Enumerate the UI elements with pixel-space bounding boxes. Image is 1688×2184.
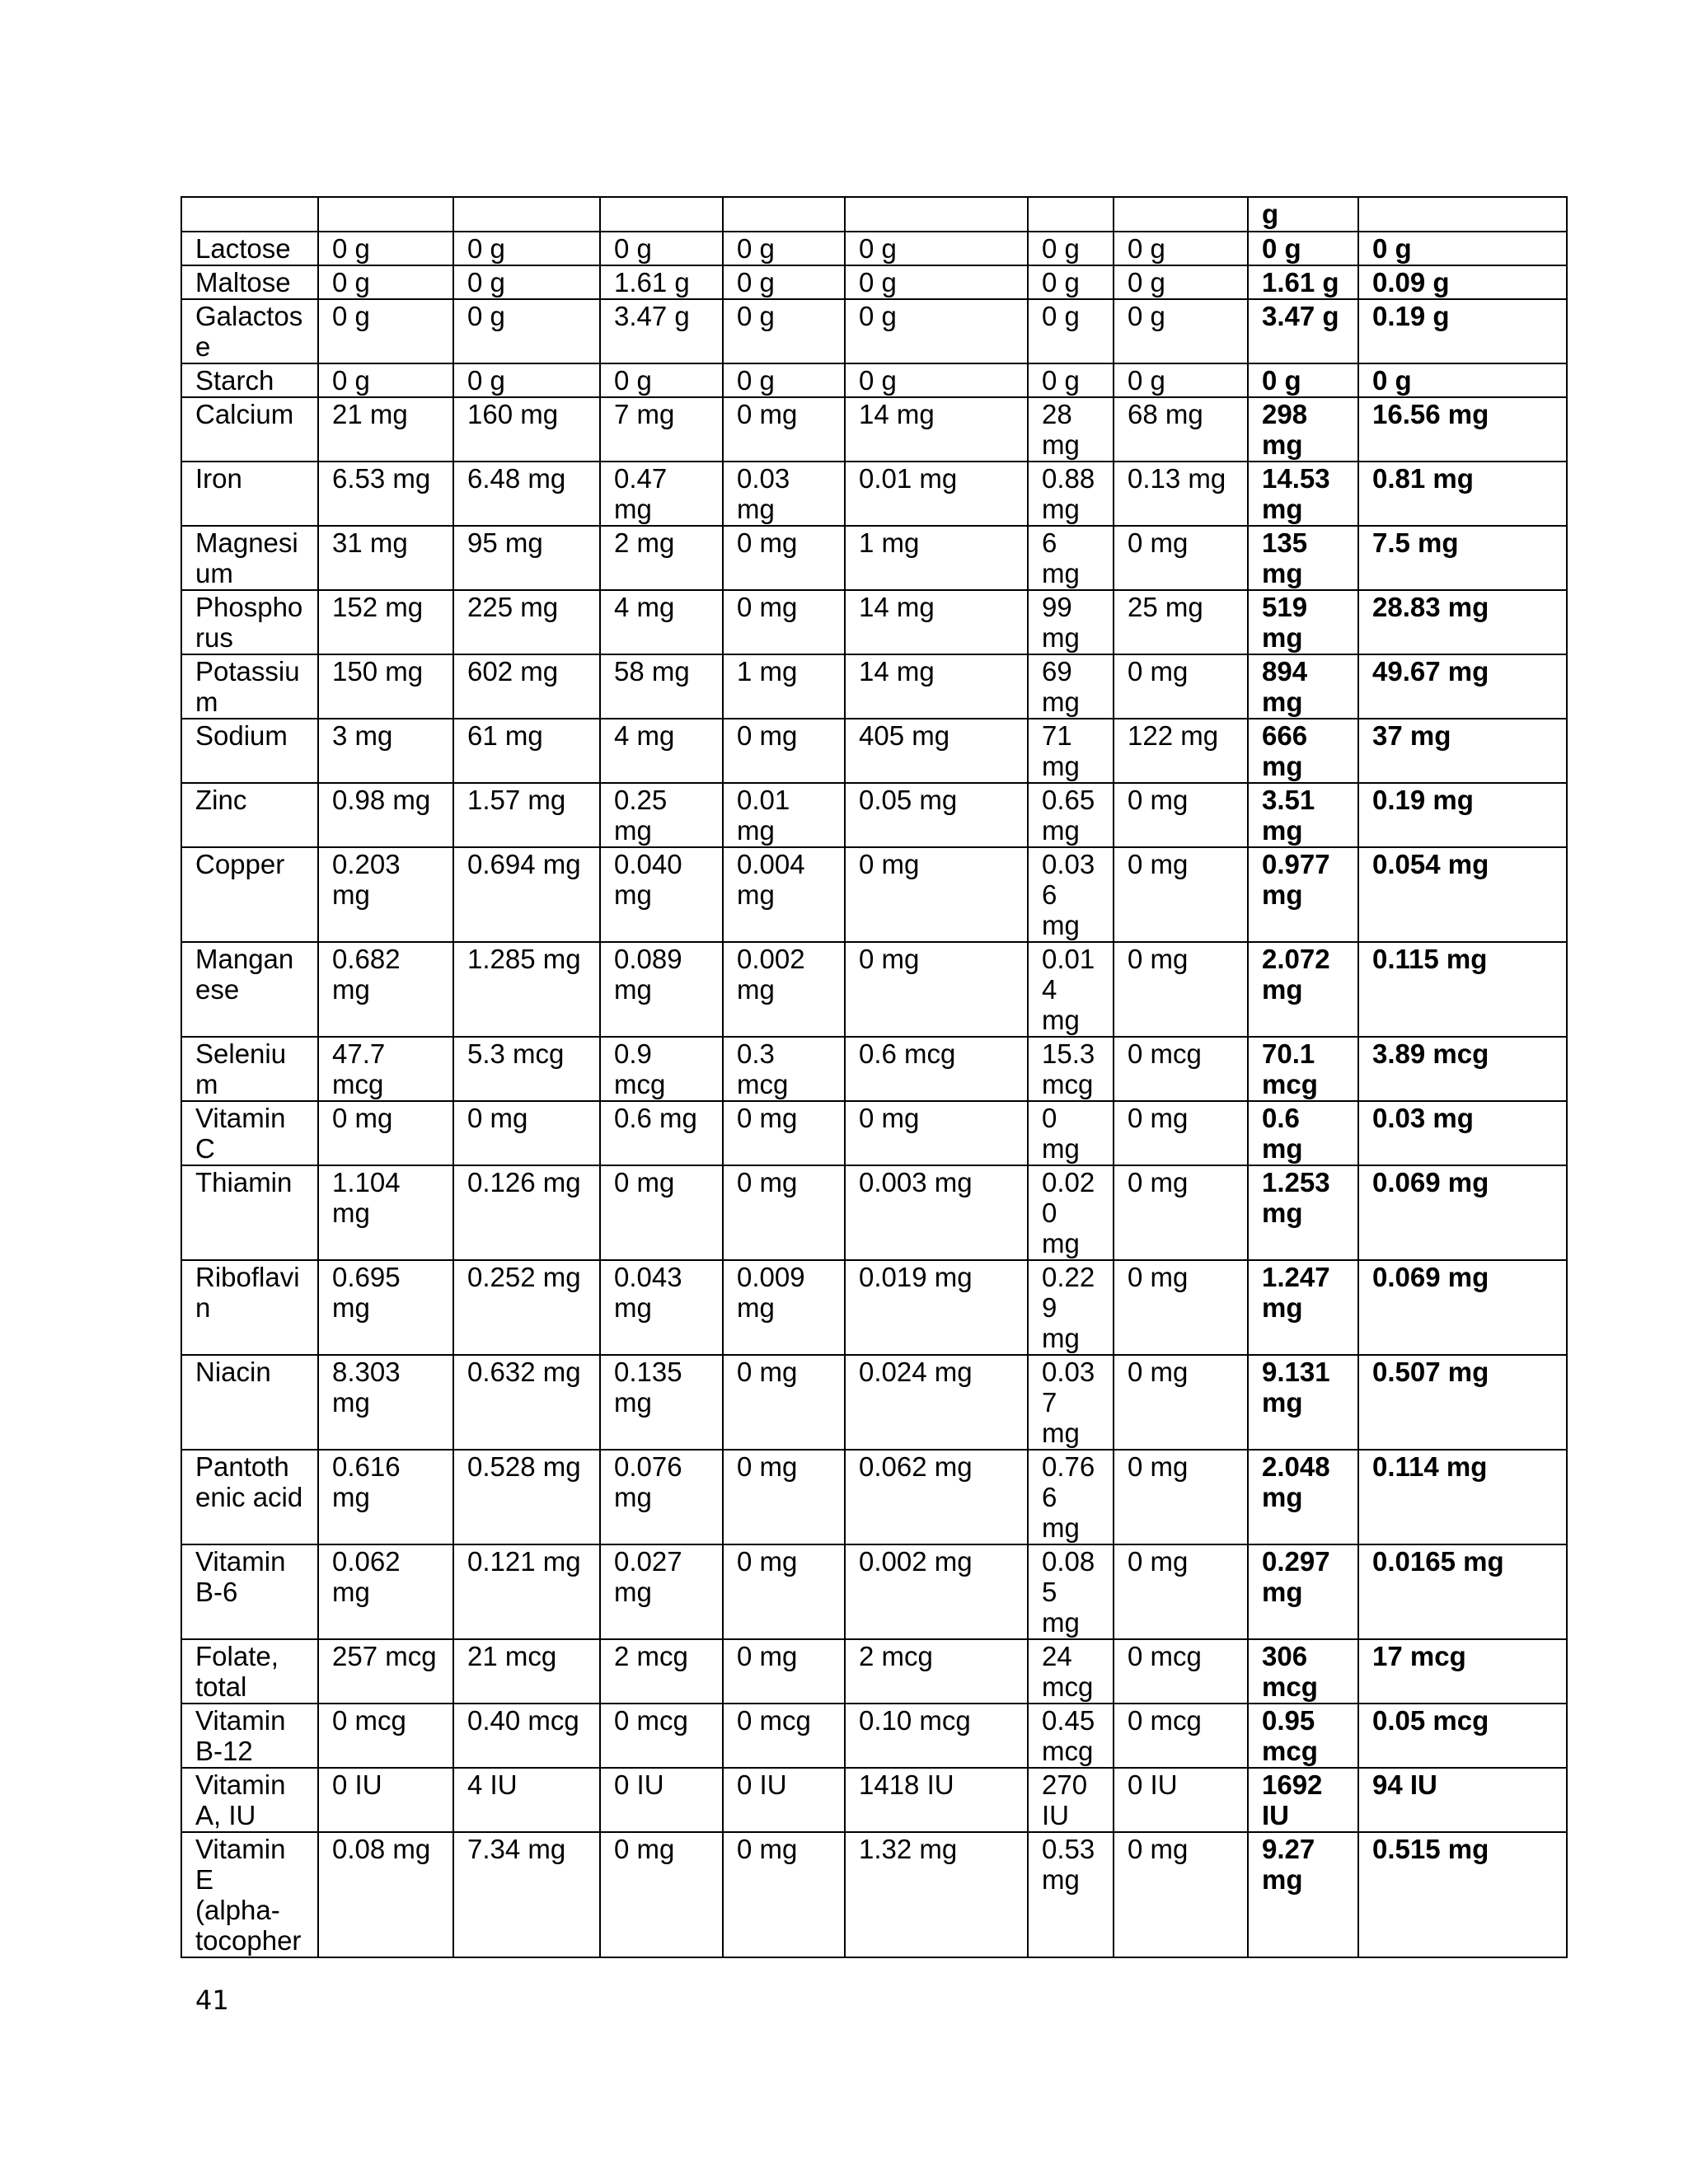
- value-cell: 0 g: [1114, 232, 1248, 265]
- value-cell: [845, 197, 1028, 232]
- value-cell: 0.203 mg: [318, 847, 453, 942]
- value-cell: 3 mg: [318, 719, 453, 783]
- value-cell: 69 mg: [1028, 654, 1114, 719]
- value-cell: 0.03 mg: [723, 462, 845, 526]
- value-cell: 0 mg: [600, 1165, 723, 1260]
- value-cell: 0 g: [845, 232, 1028, 265]
- table-row: [181, 1165, 1567, 1260]
- value-cell: 0 mg: [1114, 1101, 1248, 1165]
- value-cell: 0 mg: [318, 1101, 453, 1165]
- table-row: [181, 1355, 1567, 1450]
- value-cell: 0.040 mg: [600, 847, 723, 942]
- value-cell: 122 mg: [1114, 719, 1248, 783]
- table-row: [181, 363, 1567, 397]
- value-cell: 0.88 mg: [1028, 462, 1114, 526]
- value-cell: 0 g: [1028, 265, 1114, 299]
- value-cell: [1028, 197, 1114, 232]
- value-cell: 71 mg: [1028, 719, 1114, 783]
- total-cell: 0.977 mg: [1248, 847, 1358, 942]
- total-cell: 298 mg: [1248, 397, 1358, 462]
- value-cell: 0.695 mg: [318, 1260, 453, 1355]
- value-cell: 58 mg: [600, 654, 723, 719]
- total-cell: 2.072 mg: [1248, 942, 1358, 1037]
- nutrient-name-cell: Niacin: [181, 1355, 318, 1450]
- value-cell: 0.062 mg: [845, 1450, 1028, 1544]
- total-cell: 894 mg: [1248, 654, 1358, 719]
- nutrient-name-cell: Phosphorus: [181, 590, 318, 654]
- total-cell: 0.09 g: [1358, 265, 1567, 299]
- table-body: [181, 197, 1567, 1957]
- value-cell: 0.40 mcg: [453, 1704, 600, 1768]
- value-cell: 1.285 mg: [453, 942, 600, 1037]
- total-cell: 3.51 mg: [1248, 783, 1358, 847]
- value-cell: 6.53 mg: [318, 462, 453, 526]
- value-cell: 0.616 mg: [318, 1450, 453, 1544]
- value-cell: 0 mg: [723, 1639, 845, 1704]
- value-cell: 0 g: [318, 299, 453, 363]
- value-cell: 0 g: [453, 232, 600, 265]
- value-cell: 270 IU: [1028, 1768, 1114, 1832]
- total-cell: 0 g: [1358, 232, 1567, 265]
- total-cell: 0.19 mg: [1358, 783, 1567, 847]
- value-cell: 0 g: [723, 363, 845, 397]
- table-row: [181, 232, 1567, 265]
- nutrient-name-cell: Pantothenic acid: [181, 1450, 318, 1544]
- value-cell: 0 mcg: [1114, 1704, 1248, 1768]
- value-cell: 0.020 mg: [1028, 1165, 1114, 1260]
- value-cell: 0 mg: [1114, 942, 1248, 1037]
- table-row: [181, 783, 1567, 847]
- total-cell: [1358, 197, 1567, 232]
- value-cell: 0.135 mg: [600, 1355, 723, 1450]
- nutrient-name-cell: Vitamin C: [181, 1101, 318, 1165]
- value-cell: 150 mg: [318, 654, 453, 719]
- value-cell: 7 mg: [600, 397, 723, 462]
- nutrient-name-cell: Potassium: [181, 654, 318, 719]
- value-cell: 225 mg: [453, 590, 600, 654]
- table-row: [181, 397, 1567, 462]
- nutrient-table: [181, 196, 1568, 1958]
- value-cell: 0 g: [1028, 299, 1114, 363]
- value-cell: 7.34 mg: [453, 1832, 600, 1957]
- total-cell: 306 mcg: [1248, 1639, 1358, 1704]
- value-cell: 1.32 mg: [845, 1832, 1028, 1957]
- value-cell: 47.7 mcg: [318, 1037, 453, 1101]
- value-cell: 0.004 mg: [723, 847, 845, 942]
- total-cell: 3.47 g: [1248, 299, 1358, 363]
- value-cell: 0.01 mg: [723, 783, 845, 847]
- value-cell: 0.024 mg: [845, 1355, 1028, 1450]
- value-cell: 0 g: [453, 265, 600, 299]
- value-cell: 0 g: [1114, 265, 1248, 299]
- value-cell: 14 mg: [845, 590, 1028, 654]
- table-row: [181, 1768, 1567, 1832]
- value-cell: 0 mcg: [723, 1704, 845, 1768]
- value-cell: 0 mg: [723, 1355, 845, 1450]
- value-cell: 0 mcg: [1114, 1639, 1248, 1704]
- total-cell: 17 mcg: [1358, 1639, 1567, 1704]
- table-row: [181, 1101, 1567, 1165]
- total-cell: 0.069 mg: [1358, 1165, 1567, 1260]
- total-cell: 0.054 mg: [1358, 847, 1567, 942]
- total-cell: 3.89 mcg: [1358, 1037, 1567, 1101]
- page-number: 41: [195, 1985, 229, 2016]
- total-cell: 1.253 mg: [1248, 1165, 1358, 1260]
- value-cell: 0 mg: [1114, 847, 1248, 942]
- value-cell: 0 mg: [600, 1832, 723, 1957]
- value-cell: 0 g: [318, 265, 453, 299]
- value-cell: 0 mcg: [1114, 1037, 1248, 1101]
- total-cell: 9.27 mg: [1248, 1832, 1358, 1957]
- value-cell: 0 mg: [1114, 1355, 1248, 1450]
- value-cell: 257 mcg: [318, 1639, 453, 1704]
- table-row: [181, 1260, 1567, 1355]
- table-row: [181, 299, 1567, 363]
- nutrient-name-cell: Galactose: [181, 299, 318, 363]
- nutrient-name-cell: Zinc: [181, 783, 318, 847]
- value-cell: 95 mg: [453, 526, 600, 590]
- value-cell: 0 mg: [1114, 654, 1248, 719]
- value-cell: 3.47 g: [600, 299, 723, 363]
- value-cell: 24 mcg: [1028, 1639, 1114, 1704]
- value-cell: 0.682 mg: [318, 942, 453, 1037]
- value-cell: 1.104 mg: [318, 1165, 453, 1260]
- value-cell: 0 IU: [600, 1768, 723, 1832]
- value-cell: 0.043 mg: [600, 1260, 723, 1355]
- value-cell: 14 mg: [845, 654, 1028, 719]
- table-header-row: [181, 197, 1567, 232]
- value-cell: 2 mg: [600, 526, 723, 590]
- value-cell: 0 mg: [845, 1101, 1028, 1165]
- value-cell: 0.47 mg: [600, 462, 723, 526]
- value-cell: 0.037 mg: [1028, 1355, 1114, 1450]
- value-cell: 0 IU: [723, 1768, 845, 1832]
- total-cell: 0.507 mg: [1358, 1355, 1567, 1450]
- value-cell: 0.062 mg: [318, 1544, 453, 1639]
- value-cell: 14 mg: [845, 397, 1028, 462]
- value-cell: 0 mg: [723, 397, 845, 462]
- table-row: [181, 462, 1567, 526]
- value-cell: 4 mg: [600, 719, 723, 783]
- value-cell: 0.229 mg: [1028, 1260, 1114, 1355]
- value-cell: 0 g: [1114, 299, 1248, 363]
- value-cell: 4 IU: [453, 1768, 600, 1832]
- value-cell: 0 g: [1114, 363, 1248, 397]
- value-cell: 0.6 mcg: [845, 1037, 1028, 1101]
- value-cell: 0.632 mg: [453, 1355, 600, 1450]
- value-cell: 0.076 mg: [600, 1450, 723, 1544]
- table-row: [181, 590, 1567, 654]
- value-cell: 99 mg: [1028, 590, 1114, 654]
- value-cell: 0 g: [845, 363, 1028, 397]
- value-cell: 0 mg: [723, 1165, 845, 1260]
- nutrient-name-cell: Lactose: [181, 232, 318, 265]
- value-cell: [1114, 197, 1248, 232]
- value-cell: 2 mcg: [845, 1639, 1028, 1704]
- table-row: [181, 847, 1567, 942]
- total-cell: 9.131 mg: [1248, 1355, 1358, 1450]
- value-cell: 0 g: [600, 363, 723, 397]
- value-cell: 0 mg: [845, 847, 1028, 942]
- nutrient-name-cell: Calcium: [181, 397, 318, 462]
- value-cell: 0.01 mg: [845, 462, 1028, 526]
- table-row: [181, 265, 1567, 299]
- value-cell: 0 mg: [1114, 1450, 1248, 1544]
- value-cell: 1.61 g: [600, 265, 723, 299]
- total-cell: 0.515 mg: [1358, 1832, 1567, 1957]
- total-cell: 0.19 g: [1358, 299, 1567, 363]
- total-cell: 0.069 mg: [1358, 1260, 1567, 1355]
- nutrient-name-cell: Sodium: [181, 719, 318, 783]
- value-cell: 21 mg: [318, 397, 453, 462]
- value-cell: 0.089 mg: [600, 942, 723, 1037]
- total-cell: 14.53 mg: [1248, 462, 1358, 526]
- value-cell: 21 mcg: [453, 1639, 600, 1704]
- nutrient-name-cell: Vitamin B-6: [181, 1544, 318, 1639]
- value-cell: 25 mg: [1114, 590, 1248, 654]
- total-cell: 7.5 mg: [1358, 526, 1567, 590]
- value-cell: 0.10 mcg: [845, 1704, 1028, 1768]
- value-cell: 0 g: [723, 265, 845, 299]
- total-cell: 0 g: [1248, 232, 1358, 265]
- value-cell: 0.036 mg: [1028, 847, 1114, 942]
- value-cell: 0 mg: [1114, 1260, 1248, 1355]
- value-cell: 1418 IU: [845, 1768, 1028, 1832]
- value-cell: 0.014 mg: [1028, 942, 1114, 1037]
- value-cell: 0.019 mg: [845, 1260, 1028, 1355]
- value-cell: 0 g: [453, 299, 600, 363]
- value-cell: 0 IU: [1114, 1768, 1248, 1832]
- total-cell: 49.67 mg: [1358, 654, 1567, 719]
- value-cell: 0.3 mcg: [723, 1037, 845, 1101]
- value-cell: 0.002 mg: [723, 942, 845, 1037]
- value-cell: 0.694 mg: [453, 847, 600, 942]
- value-cell: 0 mg: [1114, 526, 1248, 590]
- value-cell: 0 g: [845, 299, 1028, 363]
- value-cell: 0.002 mg: [845, 1544, 1028, 1639]
- value-cell: 15.3 mcg: [1028, 1037, 1114, 1101]
- total-cell: 0.0165 mg: [1358, 1544, 1567, 1639]
- value-cell: 0 mg: [723, 1450, 845, 1544]
- value-cell: 5.3 mcg: [453, 1037, 600, 1101]
- value-cell: 0 g: [318, 232, 453, 265]
- total-cell: 0.05 mcg: [1358, 1704, 1567, 1768]
- value-cell: 0.45 mcg: [1028, 1704, 1114, 1768]
- value-cell: 0.027 mg: [600, 1544, 723, 1639]
- total-cell: 0.297 mg: [1248, 1544, 1358, 1639]
- value-cell: 0 mg: [1114, 1165, 1248, 1260]
- table-row: [181, 1037, 1567, 1101]
- value-cell: 0.126 mg: [453, 1165, 600, 1260]
- nutrient-name-cell: Riboflavin: [181, 1260, 318, 1355]
- total-cell: 135 mg: [1248, 526, 1358, 590]
- total-cell: 0.95 mcg: [1248, 1704, 1358, 1768]
- value-cell: 0 g: [723, 232, 845, 265]
- value-cell: [453, 197, 600, 232]
- value-cell: 0.05 mg: [845, 783, 1028, 847]
- value-cell: 0 mg: [453, 1101, 600, 1165]
- total-cell: 0 g: [1248, 363, 1358, 397]
- value-cell: 0.98 mg: [318, 783, 453, 847]
- nutrient-name-cell: Manganese: [181, 942, 318, 1037]
- value-cell: 6 mg: [1028, 526, 1114, 590]
- value-cell: 0 g: [600, 232, 723, 265]
- value-cell: 0.9 mcg: [600, 1037, 723, 1101]
- nutrient-name-cell: Maltose: [181, 265, 318, 299]
- value-cell: 0.08 mg: [318, 1832, 453, 1957]
- value-cell: [318, 197, 453, 232]
- value-cell: 0 mg: [723, 526, 845, 590]
- value-cell: 0 g: [845, 265, 1028, 299]
- table-row: [181, 526, 1567, 590]
- nutrient-name-cell: Selenium: [181, 1037, 318, 1101]
- value-cell: 0 g: [318, 363, 453, 397]
- value-cell: 0 mg: [723, 719, 845, 783]
- nutrient-name-cell: Vitamin B-12: [181, 1704, 318, 1768]
- value-cell: 0 mg: [723, 1544, 845, 1639]
- value-cell: 4 mg: [600, 590, 723, 654]
- value-cell: 0.085 mg: [1028, 1544, 1114, 1639]
- value-cell: 0 mg: [1114, 1544, 1248, 1639]
- value-cell: 0.25 mg: [600, 783, 723, 847]
- value-cell: 2 mcg: [600, 1639, 723, 1704]
- value-cell: 28 mg: [1028, 397, 1114, 462]
- value-cell: 152 mg: [318, 590, 453, 654]
- value-cell: 405 mg: [845, 719, 1028, 783]
- total-cell: 1.247 mg: [1248, 1260, 1358, 1355]
- value-cell: 0 mg: [723, 1832, 845, 1957]
- nutrient-name-cell: [181, 197, 318, 232]
- value-cell: 0 mg: [723, 1101, 845, 1165]
- value-cell: 61 mg: [453, 719, 600, 783]
- value-cell: 0 g: [453, 363, 600, 397]
- value-cell: 31 mg: [318, 526, 453, 590]
- value-cell: 0.6 mg: [600, 1101, 723, 1165]
- total-cell: g: [1248, 197, 1358, 232]
- total-cell: 16.56 mg: [1358, 397, 1567, 462]
- nutrient-name-cell: Copper: [181, 847, 318, 942]
- value-cell: 0 mg: [845, 942, 1028, 1037]
- total-cell: 0.03 mg: [1358, 1101, 1567, 1165]
- total-cell: 0 g: [1358, 363, 1567, 397]
- nutrient-name-cell: Thiamin: [181, 1165, 318, 1260]
- value-cell: 0 g: [1028, 232, 1114, 265]
- value-cell: 1 mg: [723, 654, 845, 719]
- total-cell: 94 IU: [1358, 1768, 1567, 1832]
- table-row: [181, 719, 1567, 783]
- value-cell: 0.766 mg: [1028, 1450, 1114, 1544]
- value-cell: 0.009 mg: [723, 1260, 845, 1355]
- value-cell: 0 mg: [1114, 1832, 1248, 1957]
- total-cell: 37 mg: [1358, 719, 1567, 783]
- total-cell: 70.1 mcg: [1248, 1037, 1358, 1101]
- value-cell: 0.528 mg: [453, 1450, 600, 1544]
- value-cell: [600, 197, 723, 232]
- value-cell: 0 g: [723, 299, 845, 363]
- total-cell: 1.61 g: [1248, 265, 1358, 299]
- total-cell: 0.6 mg: [1248, 1101, 1358, 1165]
- value-cell: 0 IU: [318, 1768, 453, 1832]
- nutrient-name-cell: Folate, total: [181, 1639, 318, 1704]
- value-cell: 0 mg: [1028, 1101, 1114, 1165]
- value-cell: 0 mg: [723, 590, 845, 654]
- value-cell: 0.252 mg: [453, 1260, 600, 1355]
- value-cell: [723, 197, 845, 232]
- table-row: [181, 1639, 1567, 1704]
- total-cell: 0.115 mg: [1358, 942, 1567, 1037]
- value-cell: 1 mg: [845, 526, 1028, 590]
- total-cell: 1692 IU: [1248, 1768, 1358, 1832]
- total-cell: 519 mg: [1248, 590, 1358, 654]
- total-cell: 0.81 mg: [1358, 462, 1567, 526]
- value-cell: 1.57 mg: [453, 783, 600, 847]
- nutrient-name-cell: Magnesium: [181, 526, 318, 590]
- value-cell: 6.48 mg: [453, 462, 600, 526]
- table-row: [181, 1832, 1567, 1957]
- value-cell: 602 mg: [453, 654, 600, 719]
- value-cell: 0 mg: [1114, 783, 1248, 847]
- value-cell: 0.53 mg: [1028, 1832, 1114, 1957]
- table-row: [181, 1544, 1567, 1639]
- value-cell: 0 g: [1028, 363, 1114, 397]
- value-cell: 68 mg: [1114, 397, 1248, 462]
- value-cell: 0.65 mg: [1028, 783, 1114, 847]
- value-cell: 0 mcg: [600, 1704, 723, 1768]
- value-cell: 0 mcg: [318, 1704, 453, 1768]
- table-row: [181, 1704, 1567, 1768]
- total-cell: 0.114 mg: [1358, 1450, 1567, 1544]
- total-cell: 2.048 mg: [1248, 1450, 1358, 1544]
- nutrient-name-cell: Vitamin A, IU: [181, 1768, 318, 1832]
- total-cell: 666 mg: [1248, 719, 1358, 783]
- value-cell: 160 mg: [453, 397, 600, 462]
- nutrient-name-cell: Vitamin E (alpha-tocopher: [181, 1832, 318, 1957]
- nutrient-name-cell: Iron: [181, 462, 318, 526]
- value-cell: 0.121 mg: [453, 1544, 600, 1639]
- value-cell: 8.303 mg: [318, 1355, 453, 1450]
- table-row: [181, 1450, 1567, 1544]
- table-row: [181, 654, 1567, 719]
- table-row: [181, 942, 1567, 1037]
- value-cell: 0.13 mg: [1114, 462, 1248, 526]
- total-cell: 28.83 mg: [1358, 590, 1567, 654]
- nutrient-name-cell: Starch: [181, 363, 318, 397]
- value-cell: 0.003 mg: [845, 1165, 1028, 1260]
